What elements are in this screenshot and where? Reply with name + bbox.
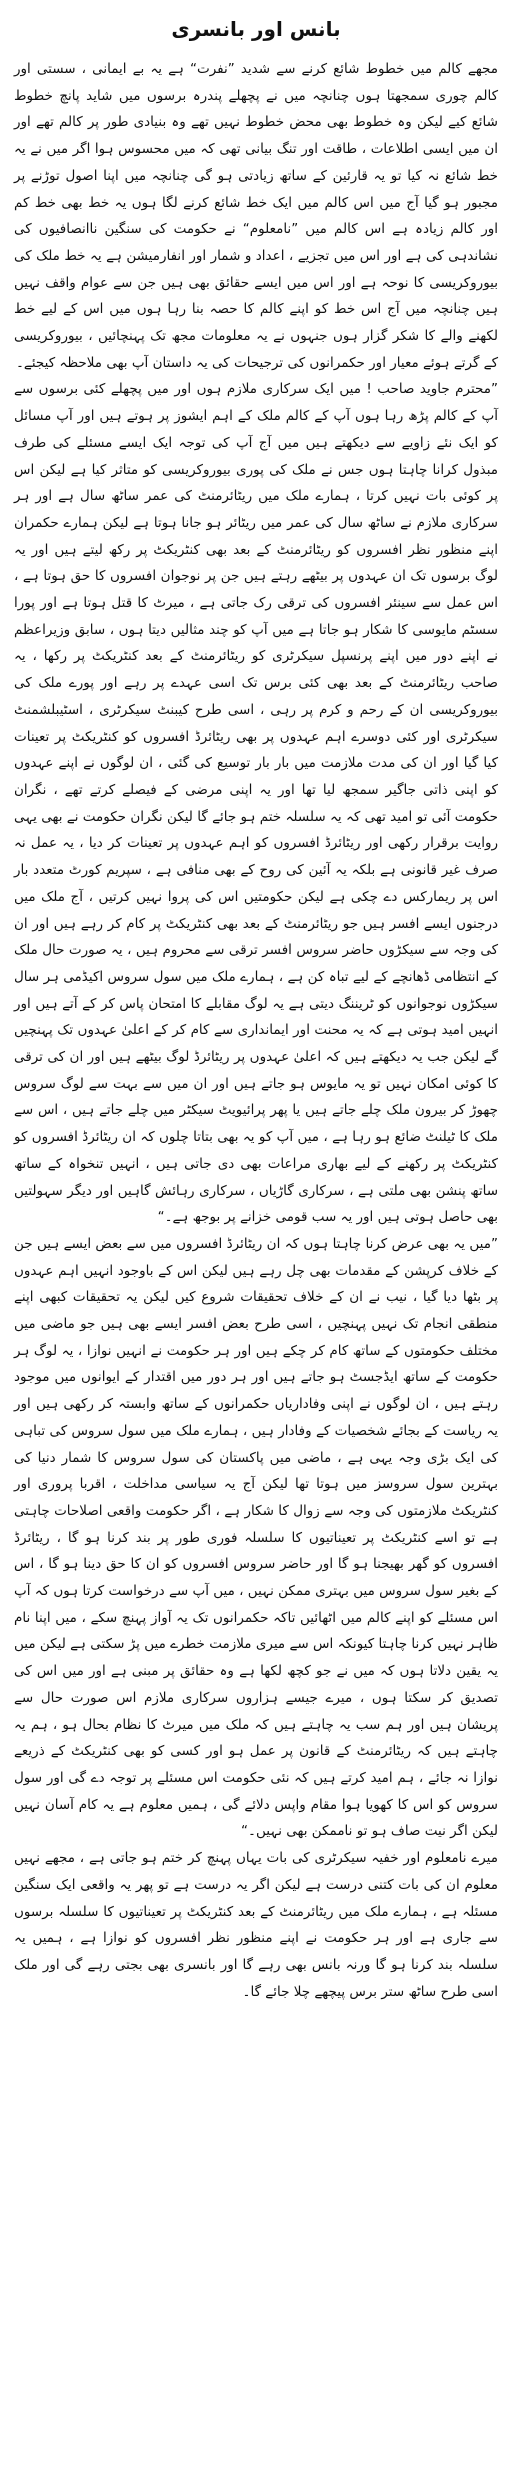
column-title: بانس اور بانسری [171,17,341,41]
column-paragraph: مجھے کالم میں خطوط شائع کرنے سے شدید ”نفرت“ ہے یہ بے ایمانی ، سستی اور کالم چوری سمجھتا ہوں چنانچہ میں نے پچھلے پندرہ برسوں میں شاید پانچ خطوط شائع کیے لیکن وہ خطوط بھی محض خطوط نہیں تھے وہ بنیادی طور پر کالم تھے اور ان میں ایسی اطلاعات ، طاقت اور تنگ بیانی تھی کہ میں محسوس ہوا اگر میں نے یہ خط شائع نہ کیا تو یہ قارئین کے ساتھ زیادتی ہو گی چنانچہ میں اپنا اصول توڑنے پر مجبور ہو گیا آج میں اس کالم میں ایک خط شائع کرنے لگا ہوں یہ خط بھی خط کم اور کالم زیادہ ہے اس کالم میں ”نامعلوم“ نے حکومت کی سنگین ناانصافیوں کی نشاندہی کی ہے اور اس میں تجزیے ، اعداد و شمار اور انفارمیشن ہے یہ خط ملک کی بیوروکریسی کا نوحہ ہے اور اس میں ایسے حقائق بھی ہیں جن سے عوام واقف نہیں ہیں چنانچہ میں آج اس خط کو اپنے کالم کا حصہ بنا رہا ہوں میں اس کے لیے خط لکھنے والے کا شکر گزار ہوں جنہوں نے یہ معلومات مجھ تک پہنچائیں ، بیوروکریسی کے گرتے ہوئے معیار اور حکمرانوں کی ترجیحات کی یہ داستان آپ بھی ملاحظہ کیجئے۔ [14,61,498,371]
column-paragraph: ”میں یہ بھی عرض کرنا چاہتا ہوں کہ ان ریٹائرڈ افسروں میں سے بعض ایسے ہیں جن کے خلاف کرپشن کے مقدمات بھی چل رہے ہیں لیکن اس کے باوجود انہیں اہم عہدوں پر بٹھا دیا گیا ، نیب نے ان کے خلاف تحقیقات شروع کیں لیکن یہ تحقیقات کبھی اپنے منطقی انجام تک نہیں پہنچیں ، اسی طرح بعض افسر ایسے بھی ہیں جو ماضی میں مختلف حکومتوں کے ساتھ کام کر چکے ہیں اور ہر حکومت نے انہیں نوازا ، یہ لوگ ہر حکومت کے ساتھ ایڈجسٹ ہو جاتے ہیں اور ہر دور میں اقتدار کے ایوانوں میں موجود رہتے ہیں ، ان لوگوں نے اپنی وفاداریاں حکمرانوں کے ساتھ وابستہ کر رکھی ہیں اور یہ ریاست کے بجائے شخصیات کے وفادار ہیں ، ہمارے ملک میں سول سروس کی تباہی کی ایک بڑی وجہ یہی ہے ، ماضی میں پاکستان کی سول سروس کا شمار دنیا کی بہترین سول سروسز میں ہوتا تھا لیکن آج یہ سیاسی مداخلت ، اقربا پروری اور کنٹریکٹ ملازمتوں کی وجہ سے زوال کا شکار ہے ، اگر حکومت واقعی اصلاحات چاہتی ہے تو اسے کنٹریکٹ پر تعیناتیوں کا سلسلہ فوری طور پر بند کرنا ہو گا ، ریٹائرڈ افسروں کو گھر بھیجنا ہو گا اور حاضر سروس افسروں کو ان کا حق دینا ہو گا ، اس کے بغیر سول سروس میں بہتری ممکن نہیں ، میں آپ سے درخواست کرتا ہوں کہ آپ اس مسئلے کو اپنے کالم میں اٹھائیں تاکہ حکمرانوں تک یہ آواز پہنچ سکے ، میں اپنا نام ظاہر نہیں کرنا چاہتا کیونکہ اس سے میری ملازمت خطرے میں پڑ سکتی ہے لیکن میں یہ یقین دلاتا ہوں کہ میں نے جو کچھ لکھا ہے وہ حقائق پر مبنی ہے اور میں اس کی تصدیق کر سکتا ہوں ، میرے جیسے ہزاروں سرکاری ملازم اس صورت حال سے پریشان ہیں اور ہم سب یہ چاہتے ہیں کہ ملک میں میرٹ کا نظام بحال ہو ، ہم یہ چاہتے ہیں کہ ریٹائرمنٹ کے قانون پر عمل ہو اور کسی کو بھی کنٹریکٹ کے ذریعے نوازا نہ جائے ، ہم امید کرتے ہیں کہ نئی حکومت اس مسئلے پر توجہ دے گی اور سول سروس کو اس کا کھویا ہوا مقام واپس دلائے گی ، ہمیں معلوم ہے یہ کام آسان نہیں لیکن اگر نیت صاف ہو تو ناممکن بھی نہیں۔“ [14,1235,498,1840]
column-paragraph: ”محترم جاوید صاحب ! میں ایک سرکاری ملازم ہوں اور میں پچھلے کئی برسوں سے آپ کے کالم پڑھ رہا ہوں آپ کے کالم ملک کے اہم ایشوز پر ہوتے ہیں اور آپ مسائل کو ایک نئے زاویے سے دیکھتے ہیں میں آج آپ کی توجہ ایک ایسے مسئلے کی طرف مبذول کرانا چاہتا ہوں جس نے ملک کی پوری بیوروکریسی کو متاثر کیا ہے لیکن اس پر کوئی بات نہیں کرتا ، ہمارے ملک میں ریٹائرمنٹ کی عمر ساٹھ سال ہے اور ہر سرکاری ملازم نے ساٹھ سال کی عمر میں ریٹائر ہو جانا ہوتا ہے لیکن ہمارے حکمران اپنے منظور نظر افسروں کو ریٹائرمنٹ کے بعد بھی کنٹریکٹ پر رکھ لیتے ہیں اور یہ لوگ برسوں تک ان عہدوں پر بیٹھے رہتے ہیں جن پر نوجوان افسروں کا حق ہوتا ہے ، اس عمل سے سینئر افسروں کی ترقی رک جاتی ہے ، میرٹ کا قتل ہوتا ہے اور پورا سسٹم مایوسی کا شکار ہو جاتا ہے میں آپ کو چند مثالیں دیتا ہوں ، سابق وزیراعظم نے اپنے دور میں اپنے پرنسپل سیکرٹری کو ریٹائرمنٹ کے بعد کنٹریکٹ پر رکھا ، یہ صاحب ریٹائرمنٹ کے بعد بھی کئی برس تک اسی عہدے پر رہے اور پورے ملک کی بیوروکریسی ان کے رحم و کرم پر رہی ، اسی طرح کیبنٹ سیکرٹری ، اسٹیبلشمنٹ سیکرٹری اور کئی دوسرے اہم عہدوں پر بھی ریٹائرڈ افسروں کو کنٹریکٹ پر تعینات کیا گیا اور ان کی مدت ملازمت میں بار بار توسیع کی گئی ، ان لوگوں نے اپنے عہدوں کو اپنی ذاتی جاگیر سمجھ لیا تھا اور یہ اپنی مرضی کے فیصلے کرتے تھے ، نگران حکومت آئی تو امید تھی کہ یہ سلسلہ ختم ہو جائے گا لیکن نگران حکومت نے بھی یہی روایت برقرار رکھی اور ریٹائرڈ افسروں کو اہم عہدوں پر تعینات کر دیا ، یہ عمل نہ صرف غیر قانونی ہے بلکہ یہ آئین کی روح کے بھی منافی ہے ، سپریم کورٹ متعدد بار اس پر ریمارکس دے چکی ہے لیکن حکومتیں اس کی پروا نہیں کرتیں ، آج ملک میں درجنوں ایسے افسر ہیں جو ریٹائرمنٹ کے بعد بھی کنٹریکٹ پر کام کر رہے ہیں اور ان کی وجہ سے سیکڑوں حاضر سروس افسر ترقی سے محروم ہیں ، یہ صورت حال ملک کے انتظامی ڈھانچے کے لیے تباہ کن ہے ، ہمارے ملک میں سول سروس اکیڈمی ہر سال سیکڑوں نوجوانوں کو ٹریننگ دیتی ہے یہ لوگ مقابلے کا امتحان پاس کر کے آتے ہیں اور انہیں امید ہوتی ہے کہ یہ محنت اور ایمانداری سے کام کر کے اعلیٰ عہدوں تک پہنچیں گے لیکن جب یہ دیکھتے ہیں کہ اعلیٰ عہدوں پر ریٹائرڈ لوگ بیٹھے ہیں اور ان کی ترقی کا کوئی امکان نہیں تو یہ مایوس ہو جاتے ہیں اور ان میں سے بہت سے لوگ سروس چھوڑ کر بیرون ملک چلے جاتے ہیں یا پھر پرائیویٹ سیکٹر میں چلے جاتے ہیں ، اس سے ملک کا ٹیلنٹ ضائع ہو رہا ہے ، میں آپ کو یہ بھی بتاتا چلوں کہ ان ریٹائرڈ افسروں کو کنٹریکٹ پر رکھنے کے لیے بھاری مراعات بھی دی جاتی ہیں ، انہیں تنخواہ کے ساتھ ساتھ پنشن بھی ملتی ہے ، سرکاری گاڑیاں ، سرکاری رہائش گاہیں اور دیگر سہولتیں بھی حاصل ہوتی ہیں اور یہ سب قومی خزانے پر بوجھ ہے۔“ [14,381,498,1226]
column-paragraph: میرے نامعلوم اور خفیہ سیکرٹری کی بات یہاں پہنچ کر ختم ہو جاتی ہے ، مجھے نہیں معلوم ان کی بات کتنی درست ہے لیکن اگر یہ درست ہے تو پھر یہ واقعی ایک سنگین مسئلہ ہے ، ہمارے ملک میں ریٹائرمنٹ کے بعد کنٹریکٹ پر تعیناتیوں کا سلسلہ برسوں سے جاری ہے اور ہر حکومت نے اپنے منظور نظر افسروں کو نوازا ہے ، ہمیں یہ سلسلہ بند کرنا ہو گا ورنہ بانس بھی رہے گا اور بانسری بھی بجتی رہے گی اور ملک اسی طرح ساٹھ ستر برس پیچھے چلا جائے گا۔ [14,1850,498,2000]
